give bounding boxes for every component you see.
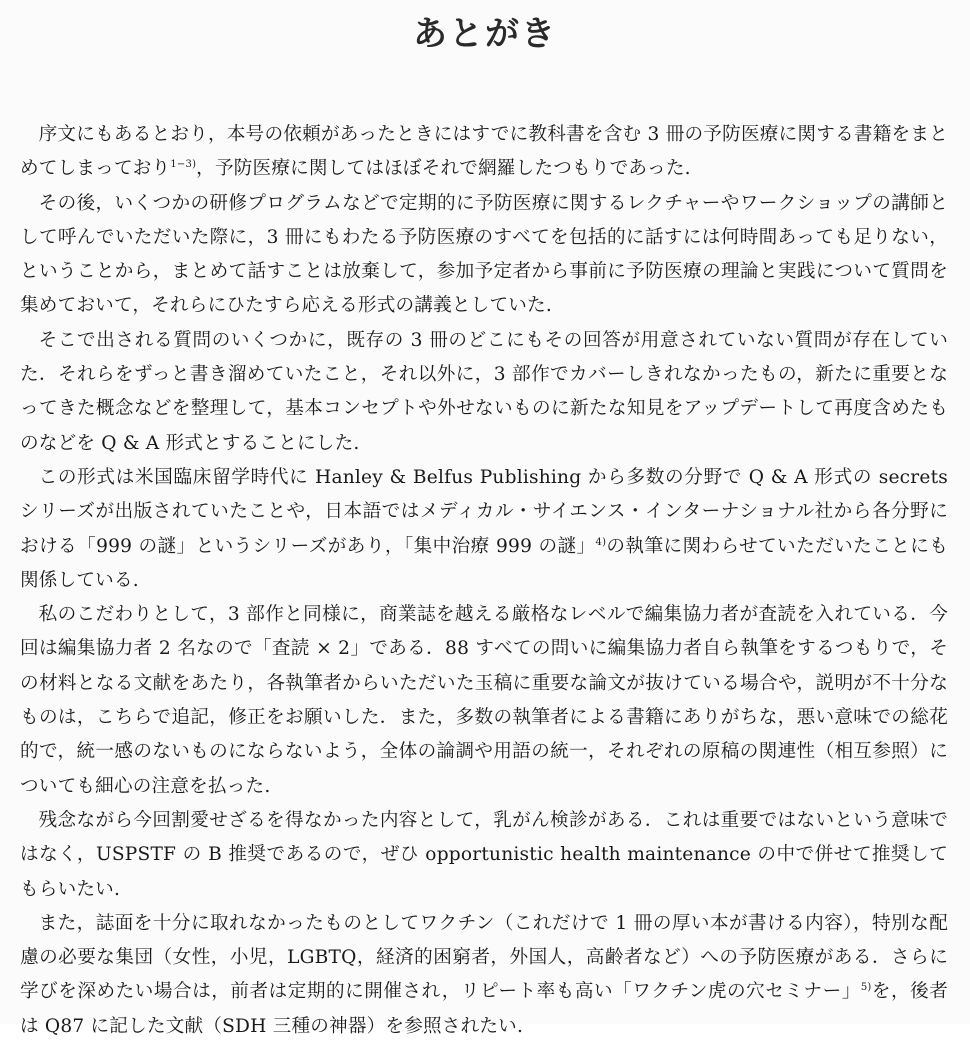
citation-superscript: 5) — [860, 982, 872, 994]
paragraph-6 — [20, 804, 948, 907]
paragraph-4 — [20, 461, 948, 598]
page-title: あとがき — [413, 14, 557, 54]
paragraph-text: そこで出される質問のいくつかに，既存の 3 冊のどこにもその回答が用意されていない質問が存在していた．それらをずっと書き溜めていたこと，それ以外に，3 部作でカバーしきれなかったもの，新たに重要となってきた概念などを整理して，基本コンセプトや外せないものに新たな知見をアップデートして再度含めたものなどを Q & A 形式とすることにした. — [20, 329, 948, 454]
paragraph-7 — [20, 907, 948, 1044]
paragraph-text: を，後者は Q87 に記した文献（SDH 三種の神器）を参照されたい. — [20, 981, 948, 1037]
paragraph-text: その後，いくつかの研修プログラムなどで定期的に予防医療に関するレクチャーやワークショップの講師として呼んでいただいた際に，3 冊にもわたる予防医療のすべてを包括的に話すには何時間あっても足りない，ということから，まとめて話すことは放棄して，参加予定者から事前に予防医療の理論と実践について質問を集めておいて，それらにひたすら応える形式の講義としていた. — [20, 192, 948, 317]
paragraph-3 — [20, 324, 948, 461]
paragraph-2 — [20, 187, 948, 324]
citation-superscript: 1−3) — [170, 159, 197, 171]
paragraph-text: 序文にもあるとおり，本号の依頼があったときにはすでに教科書を含む 3 冊の予防医療に関する書籍をまとめてしまっており — [20, 124, 948, 180]
paragraph-text: 残念ながら今回割愛せざるを得なかった内容として，乳がん検診がある．これは重要ではないという意味ではなく，USPSTF の B 推奨であるので，ぜひ opportunistic health maintenance の中で併せて推奨してもらいたい. — [20, 809, 948, 900]
paragraph-text: この形式は米国臨床留学時代に Hanley & Belfus Publishing から多数の分野で Q & A 形式の secrets シリーズが出版されていたことや，日本語ではメディカル・サイエンス・インターナショナル社から各分野における「999 の謎」というシリーズがあり，「集中治療 999 の謎」 — [20, 466, 948, 557]
body-text — [20, 118, 948, 1044]
paragraph-text: の執筆に関わらせていただいたことにも関係している. — [20, 535, 949, 591]
paragraph-text: また，誌面を十分に取れなかったものとしてワクチン（これだけで 1 冊の厚い本が書ける内容），特別な配慮の必要な集団（女性，小児，LGBTQ，経済的困窮者，外国人，高齢者など）への予防医療がある．さらに学びを深めたい場合は，前者は定期的に開催され，リピート率も高い「ワクチン虎の穴セミナー」 — [20, 912, 948, 1003]
paragraph-1 — [20, 118, 948, 187]
paragraph-text: ，予防医療に関してはほぼそれで網羅したつもりであった. — [196, 158, 691, 180]
citation-superscript: 4) — [595, 536, 607, 548]
paragraph-5 — [20, 598, 948, 804]
paragraph-text: 私のこだわりとして，3 部作と同様に，商業誌を越える厳格なレベルで編集協力者が査読を入れている．今回は編集協力者 2 名なので「査読 × 2」である．88 すべての問いに編集協力者自ら執筆をするつもりで，その材料となる文献をあたり，各執筆者からいただいた玉稿に重要な論文が抜けている場合や，説明が不十分なものは，こちらで追記，修正をお願いした．また，多数の執筆者による書籍にありがちな，悪い意味での総花的で，統一感のないものにならないよう，全体の論調や用語の統一，それぞれの原稿の関連性（相互参照）についても細心の注意を払った. — [20, 604, 948, 797]
